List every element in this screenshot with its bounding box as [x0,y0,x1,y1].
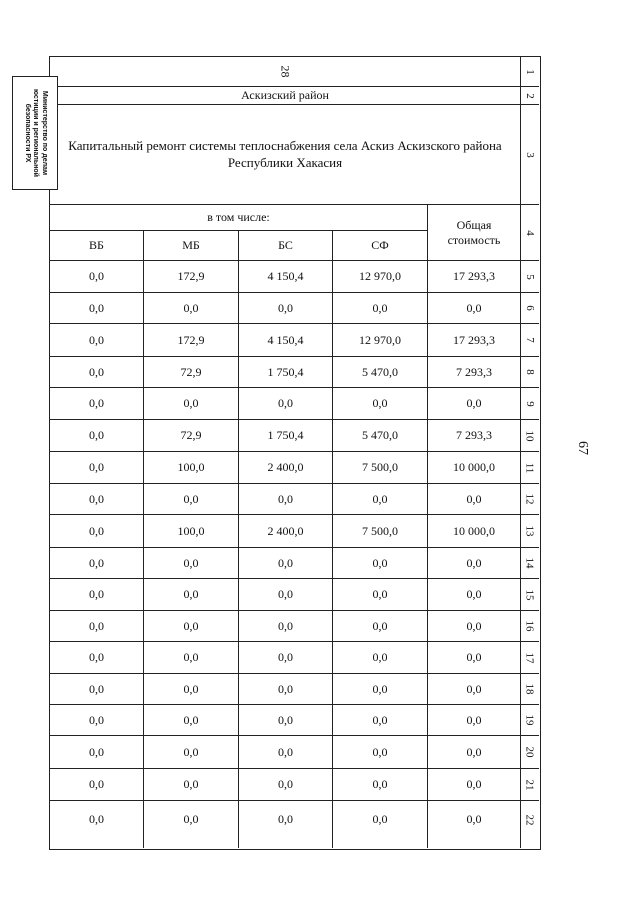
table-cell-vb: 0,0 [89,460,104,474]
table-cell-sf: 7 500,0 [362,523,398,538]
table-cell-sf: 0,0 [372,396,388,410]
table-cell-total: 0,0 [466,587,482,601]
table-cell-total: 0,0 [466,777,482,791]
table-cell-mb: 172,9 [177,332,205,347]
header-including: в том числе: [207,210,270,224]
header-total-cost: Общая стоимость [447,217,501,247]
table-cell-mb: 0,0 [183,396,199,410]
table-cell-total: 0,0 [466,555,482,570]
table-cell-total: 10 000,0 [453,460,495,474]
table-cell-bs: 0,0 [278,587,293,601]
table-cell-mb: 0,0 [183,650,199,664]
table-cell-vb: 0,0 [89,396,104,410]
table-cell-sf: 0,0 [372,555,388,570]
row-number: 9 [523,400,536,407]
row-number: 19 [523,714,536,726]
table-cell-sf: 0,0 [372,712,388,727]
table-cell-vb: 0,0 [89,523,104,538]
table-cell-bs: 0,0 [278,491,293,506]
table-cell-sf: 0,0 [372,777,388,791]
table-cell-total: 0,0 [466,618,482,633]
table-cell-mb: 0,0 [183,712,199,727]
district-label: Аскизский район [241,88,329,102]
row-number: 16 [523,620,536,632]
official-stamp: Министерство по делам юстиции и региональной безопасности РХ [12,76,58,190]
table-cell-bs: 4 150,4 [267,269,304,283]
table-cell-sf: 0,0 [372,744,388,759]
table-cell-vb: 0,0 [89,812,104,826]
table-cell-vb: 0,0 [89,650,104,664]
table-cell-sf: 0,0 [372,681,388,696]
table-cell-bs: 0,0 [278,712,293,727]
table-cell-mb: 0,0 [183,744,199,759]
table-cell-total: 7 293,3 [456,364,492,379]
table-cell-total: 0,0 [466,812,482,826]
table-cell-total: 0,0 [466,744,482,759]
row-number: 21 [523,779,536,790]
header-bs: БС [278,238,293,252]
table-cell-sf: 0,0 [372,587,388,601]
table-cell-vb: 0,0 [89,364,104,379]
table-cell-vb: 0,0 [89,555,104,570]
table-cell-total: 10 000,0 [453,523,495,538]
table-cell-vb: 0,0 [89,491,104,506]
table-cell-total: 0,0 [466,650,482,664]
header-sf: СФ [371,238,389,252]
table-cell-mb: 0,0 [183,681,199,696]
table-cell-mb: 100,0 [177,523,205,538]
table-cell-bs: 1 750,4 [267,364,304,379]
table-cell-vb: 0,0 [89,712,104,727]
page-number-top: 28 [278,65,293,78]
table-cell-total: 0,0 [466,396,482,410]
table-cell-sf: 0,0 [372,650,388,664]
row-number: 6 [523,305,536,311]
table-cell-mb: 72,9 [180,364,202,379]
row-number: 18 [523,683,536,695]
table-cell-vb: 0,0 [89,681,104,696]
table-cell-vb: 0,0 [89,777,104,791]
row-number: 1 [523,68,536,75]
row-number: 22 [523,814,536,825]
table-cell-bs: 4 150,4 [267,332,304,347]
row-number: 5 [523,273,536,280]
table-cell-mb: 0,0 [183,555,199,570]
header-vb: ВБ [89,238,104,252]
table-cell-total: 0,0 [466,300,482,315]
table-cell-total: 0,0 [466,491,482,506]
table-cell-vb: 0,0 [89,269,104,283]
table-cell-sf: 12 970,0 [359,332,401,347]
table-cell-sf: 0,0 [372,618,388,633]
table-cell-sf: 0,0 [372,491,388,506]
table-cell-bs: 0,0 [278,618,293,633]
table-cell-bs: 0,0 [278,555,293,570]
table-cell-total: 0,0 [466,681,482,696]
table-cell-vb: 0,0 [89,744,104,759]
row-number: 4 [523,229,536,236]
table-cell-mb: 0,0 [183,491,199,506]
row-number: 13 [523,525,536,537]
table-cell-bs: 0,0 [278,812,293,826]
side-page-number: 67 [575,441,590,455]
table-cell-mb: 0,0 [183,300,199,315]
table-cell-bs: 0,0 [278,744,293,759]
table-cell-vb: 0,0 [89,587,104,601]
table-cell-sf: 7 500,0 [362,460,398,474]
table-cell-bs: 0,0 [278,777,293,791]
table-cell-total: 17 293,3 [453,332,495,347]
row-number: 14 [523,557,536,569]
table-cell-bs: 2 400,0 [267,523,304,538]
row-number: 7 [523,337,536,343]
row-number: 17 [523,652,536,663]
table-cell-mb: 0,0 [183,587,199,601]
table-cell-bs: 0,0 [278,681,293,696]
table-cell-vb: 0,0 [89,300,104,315]
row-number: 3 [523,151,536,158]
table-cell-vb: 0,0 [89,332,104,347]
table-cell-sf: 0,0 [372,812,388,826]
table-cell-bs: 1 750,4 [267,428,304,442]
table-cell-sf: 5 470,0 [362,364,398,379]
table-cell-sf: 12 970,0 [359,269,401,283]
table-cell-mb: 72,9 [180,428,202,442]
project-title: Капитальный ремонт системы теплоснабжения села Аскиз Аскизского района Республики Хакасия [68,138,502,170]
table-cell-vb: 0,0 [89,428,104,442]
table-cell-bs: 0,0 [278,396,293,410]
row-number: 15 [523,589,536,600]
table-cell-mb: 0,0 [183,618,199,633]
row-number: 12 [523,493,536,505]
row-number: 10 [523,430,536,441]
table-cell-bs: 2 400,0 [267,460,304,474]
row-number: 8 [523,369,536,375]
table-cell-vb: 0,0 [89,618,104,633]
row-number: 11 [523,462,536,473]
table-cell-total: 0,0 [466,712,482,727]
table-cell-bs: 0,0 [278,300,293,315]
header-mb: МБ [182,238,200,252]
row-number: 2 [523,92,536,99]
table-cell-sf: 0,0 [372,300,388,315]
table-cell-mb: 0,0 [183,812,199,826]
table-cell-mb: 0,0 [183,777,199,791]
table-cell-total: 17 293,3 [453,269,495,283]
table-cell-bs: 0,0 [278,650,293,664]
table-cell-sf: 5 470,0 [362,428,398,442]
table-cell-total: 7 293,3 [456,428,492,442]
table-cell-mb: 100,0 [177,460,205,474]
row-number: 20 [523,746,536,758]
table-cell-mb: 172,9 [177,269,205,283]
